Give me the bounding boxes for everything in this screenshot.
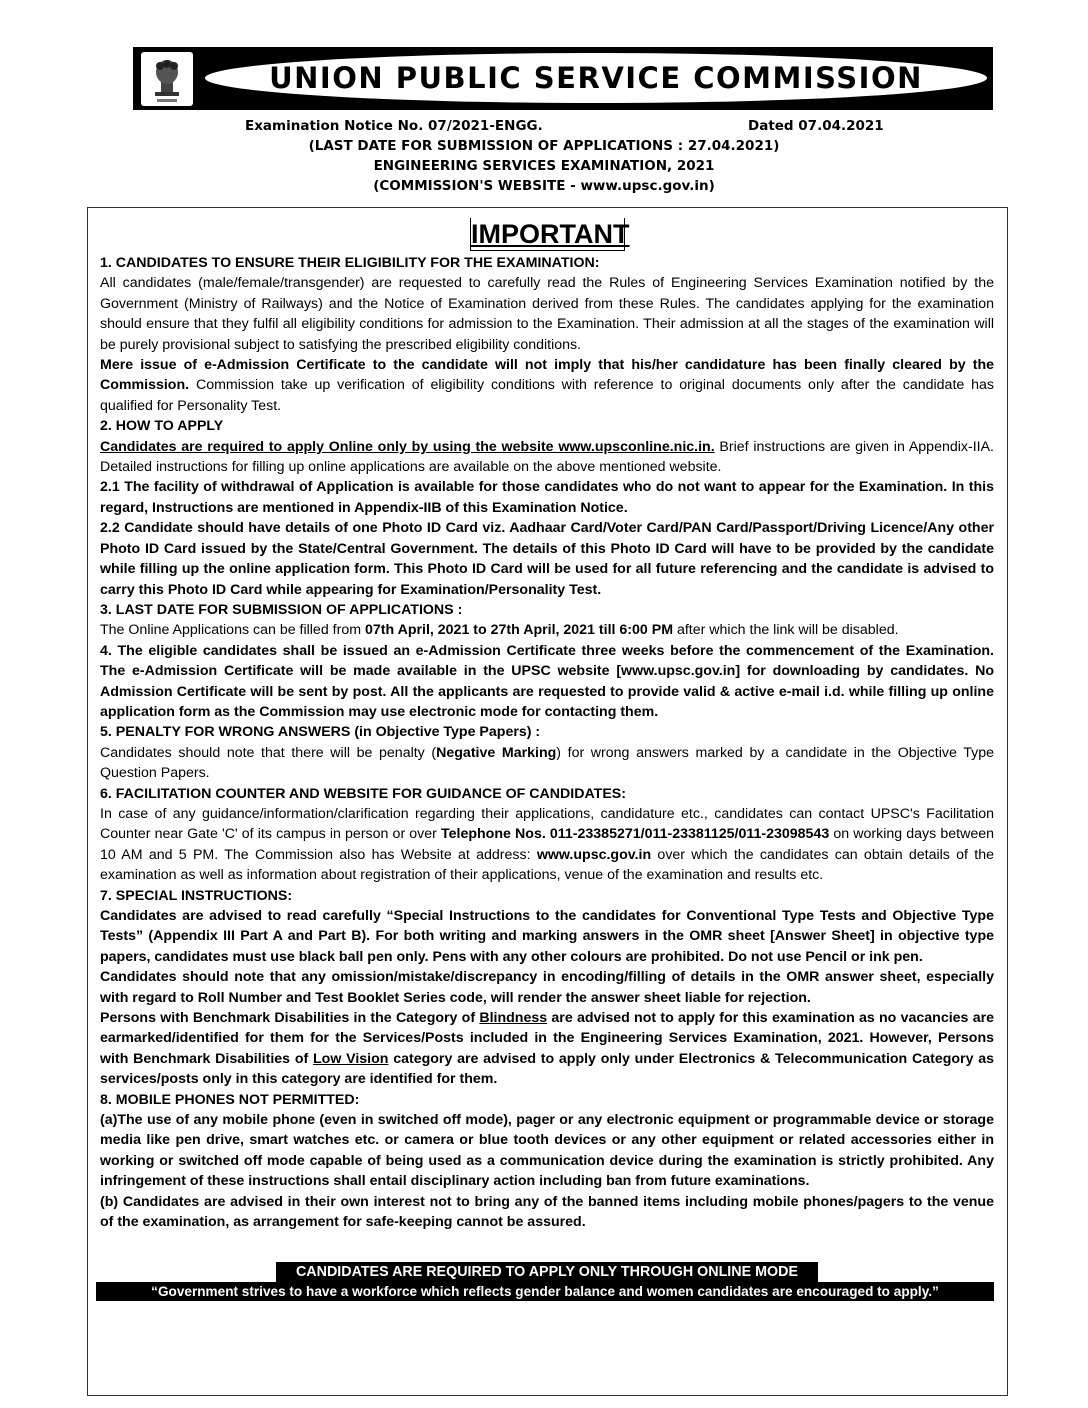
section-2-2: 2.2 Candidate should have details of one Photo ID Card viz. Aadhaar Card/Voter Card/PAN Card/Passport/Driving Licence/Any other Photo ID Card issued by the State/Central Government. The details of this Photo ID Card will have to be provided by the candidate while filling up the online application form. This Photo ID Card will be used for all future referencing and the candidate is advised to carry this Photo ID Card while appearing for Examination/Personality Test. bbox=[100, 520, 994, 598]
header-banner bbox=[133, 47, 993, 110]
section-8-b: (b) Candidates are advised in their own interest not to bring any of the banned items including mobile phones/pagers to the venue of the examination, as arrangement for safe-keeping cannot be assured. bbox=[100, 1193, 994, 1231]
apply-online-link[interactable]: Candidates are required to apply Online only by using the website www.upsconline.nic.in. bbox=[100, 438, 715, 455]
section-2-heading: 2. HOW TO APPLY bbox=[100, 418, 224, 435]
website-line: (COMMISSION'S WEBSITE - www.upsc.gov.in) bbox=[373, 178, 715, 194]
blindness-term: Blindness bbox=[479, 1010, 548, 1027]
section-3-c: after which the link will be disabled. bbox=[673, 622, 899, 639]
section-1-para: All candidates (male/female/transgender) are requested to carefully read the Rules of Engineering Services Examination notified by the Government (Ministry of Railways) and the Notice of Examination derived from these Rules. The candidates applying for the examination should ensure that they fulfil all eligibility conditions for admission to the Examination. Their admission at all the stages of the examination will be purely provisional subject to satisfying the prescribed eligibility conditions. bbox=[100, 275, 994, 353]
section-5-heading: 5. PENALTY FOR WRONG ANSWERS (in Objective Type Papers) : bbox=[100, 724, 541, 741]
telephone-numbers: Telephone Nos. 011-23385271/011-23381125/011-23098543 bbox=[441, 826, 830, 843]
section-7-para-1: Candidates are advised to read carefully “Special Instructions to the candidates for Conventional Type Tests and Objective Type Tests” (Appendix III Part A and Part B). For both writing and marking answers in the OMR sheet [Answer Sheet] in objective type papers, candidates must use black ball pen only. Pens with any other colours are prohibited. Do not use Pencil or ink pen. bbox=[100, 908, 994, 965]
section-6-e: over which the candidates can obtain details of the examination as well as information about registration of their applications, venue of the examination and results etc. bbox=[100, 846, 994, 884]
section-3-a: The Online Applications can be filled from bbox=[100, 622, 365, 639]
section-1-heading: 1. CANDIDATES TO ENSURE THEIR ELIGIBILITY FOR THE EXAMINATION: bbox=[100, 255, 600, 271]
section-1-bold: Mere issue of e-Admission Certificate to the candidate will not imply that his/her candidature has been finally cleared by the Commission. bbox=[100, 357, 994, 394]
section-2-para bbox=[100, 437, 994, 478]
section-3-dates: 07th April, 2021 to 27th April, 2021 till 6:00 PM bbox=[364, 622, 674, 639]
online-mode-banner: CANDIDATES ARE REQUIRED TO APPLY ONLY THROUGH ONLINE MODE bbox=[276, 1262, 818, 1282]
section-5-c: ) for wrong answers marked by a candidate in the Objective Type Question Papers. bbox=[100, 744, 994, 782]
section-1-para-2 bbox=[100, 355, 994, 416]
section-7-heading: 7. SPECIAL INSTRUCTIONS: bbox=[100, 887, 293, 904]
section-7-para-2: Candidates should note that any omission/mistake/discrepancy in encoding/filling of details in the OMR answer sheet, especially with regard to Roll Number and Test Booklet Series code, will render the answer sheet liable for rejection. bbox=[100, 969, 994, 1006]
section-3-para bbox=[100, 620, 994, 640]
emblem-icon bbox=[141, 52, 193, 106]
section-2-1: 2.1 The facility of withdrawal of Application is available for those candidates who do not want to appear for the Examination. In this regard, Instructions are mentioned in Appendix-IIB of this Examination Notice. bbox=[100, 479, 994, 516]
section-8-a: (a)The use of any mobile phone (even in switched off mode), pager or any electronic equipment or programmable device or storage media like pen drive, smart watches etc. or camera or blue tooth devices or any other equipment or related accessories either in working or switched off mode capable of being used as a communication device during the examination is strictly prohibited. Any infringement of these instructions shall entail disciplinary action including ban from future examinations. bbox=[100, 1112, 994, 1190]
last-date-line: (LAST DATE FOR SUBMISSION OF APPLICATIONS : 27.04.2021) bbox=[308, 138, 780, 154]
section-5-para bbox=[100, 743, 994, 784]
title-oval bbox=[205, 53, 987, 103]
negative-marking: Negative Marking bbox=[436, 744, 557, 761]
section-7-p3-e: category are advised to apply only under Electronics & Telecommunication Category as services/posts only in this category are identified for them. bbox=[100, 1050, 995, 1088]
gender-balance-banner: “Government strives to have a workforce which reflects gender balance and women candidates are encouraged to apply.” bbox=[96, 1282, 994, 1301]
section-6-a: In case of any guidance/information/clarification regarding their applications, candidature etc., candidates can contact UPSC's Facilitation Counter near Gate 'C' of its campus in person or over bbox=[100, 805, 994, 843]
notice-body bbox=[100, 253, 994, 1233]
section-2-rest: Brief instructions are given in Appendix-IIA. Detailed instructions for filling up online applications are available on the above mentioned website. bbox=[100, 438, 994, 476]
low-vision-term: Low Vision bbox=[312, 1050, 389, 1067]
commission-title: UNION PUBLIC SERVICE COMMISSION bbox=[269, 61, 923, 95]
notice-date: Dated 07.04.2021 bbox=[748, 118, 884, 134]
section-6-heading: 6. FACILITATION COUNTER AND WEBSITE FOR GUIDANCE OF CANDIDATES: bbox=[100, 785, 626, 802]
section-7-para-3 bbox=[100, 1008, 994, 1090]
section-3-heading: 3. LAST DATE FOR SUBMISSION OF APPLICATIONS : bbox=[100, 601, 463, 618]
section-6-para bbox=[100, 804, 994, 886]
section-6-c: on working days between 10 AM and 5 PM. The Commission also has Website at address: bbox=[100, 826, 995, 863]
section-7-p3-c: are advised not to apply for this examination as no vacancies are earmarked/identified for them for the Services/Posts included in the Engineering Services Examination, 2021. However, Persons with Benchmark Disabilities of bbox=[100, 1010, 994, 1067]
section-5-a: Candidates should note that there will be penalty ( bbox=[100, 744, 437, 761]
section-1-rest: Commission take up verification of eligibility conditions with reference to original documents only after the candidate has qualified for Personality Test. bbox=[100, 377, 994, 414]
section-7-p3-a: Persons with Benchmark Disabilities in the Category of bbox=[100, 1010, 480, 1027]
section-4: 4. The eligible candidates shall be issued an e-Admission Certificate three weeks before the commencement of the Examination. The e-Admission Certificate will be made available in the UPSC website [www.upsc.gov.in] for downloading by candidates. No Admission Certificate will be sent by post. All the applicants are requested to provide valid & active e-mail i.d. while filling up online application form as the Commission may use electronic mode for contacting them. bbox=[100, 642, 994, 720]
exam-name: ENGINEERING SERVICES EXAMINATION, 2021 bbox=[373, 158, 715, 174]
notice-number: Examination Notice No. 07/2021-ENGG. bbox=[245, 118, 543, 134]
section-8-heading: 8. MOBILE PHONES NOT PERMITTED: bbox=[100, 1091, 360, 1108]
important-heading: IMPORTANT bbox=[471, 219, 630, 249]
upsc-website-link[interactable]: www.upsc.gov.in bbox=[536, 846, 652, 863]
